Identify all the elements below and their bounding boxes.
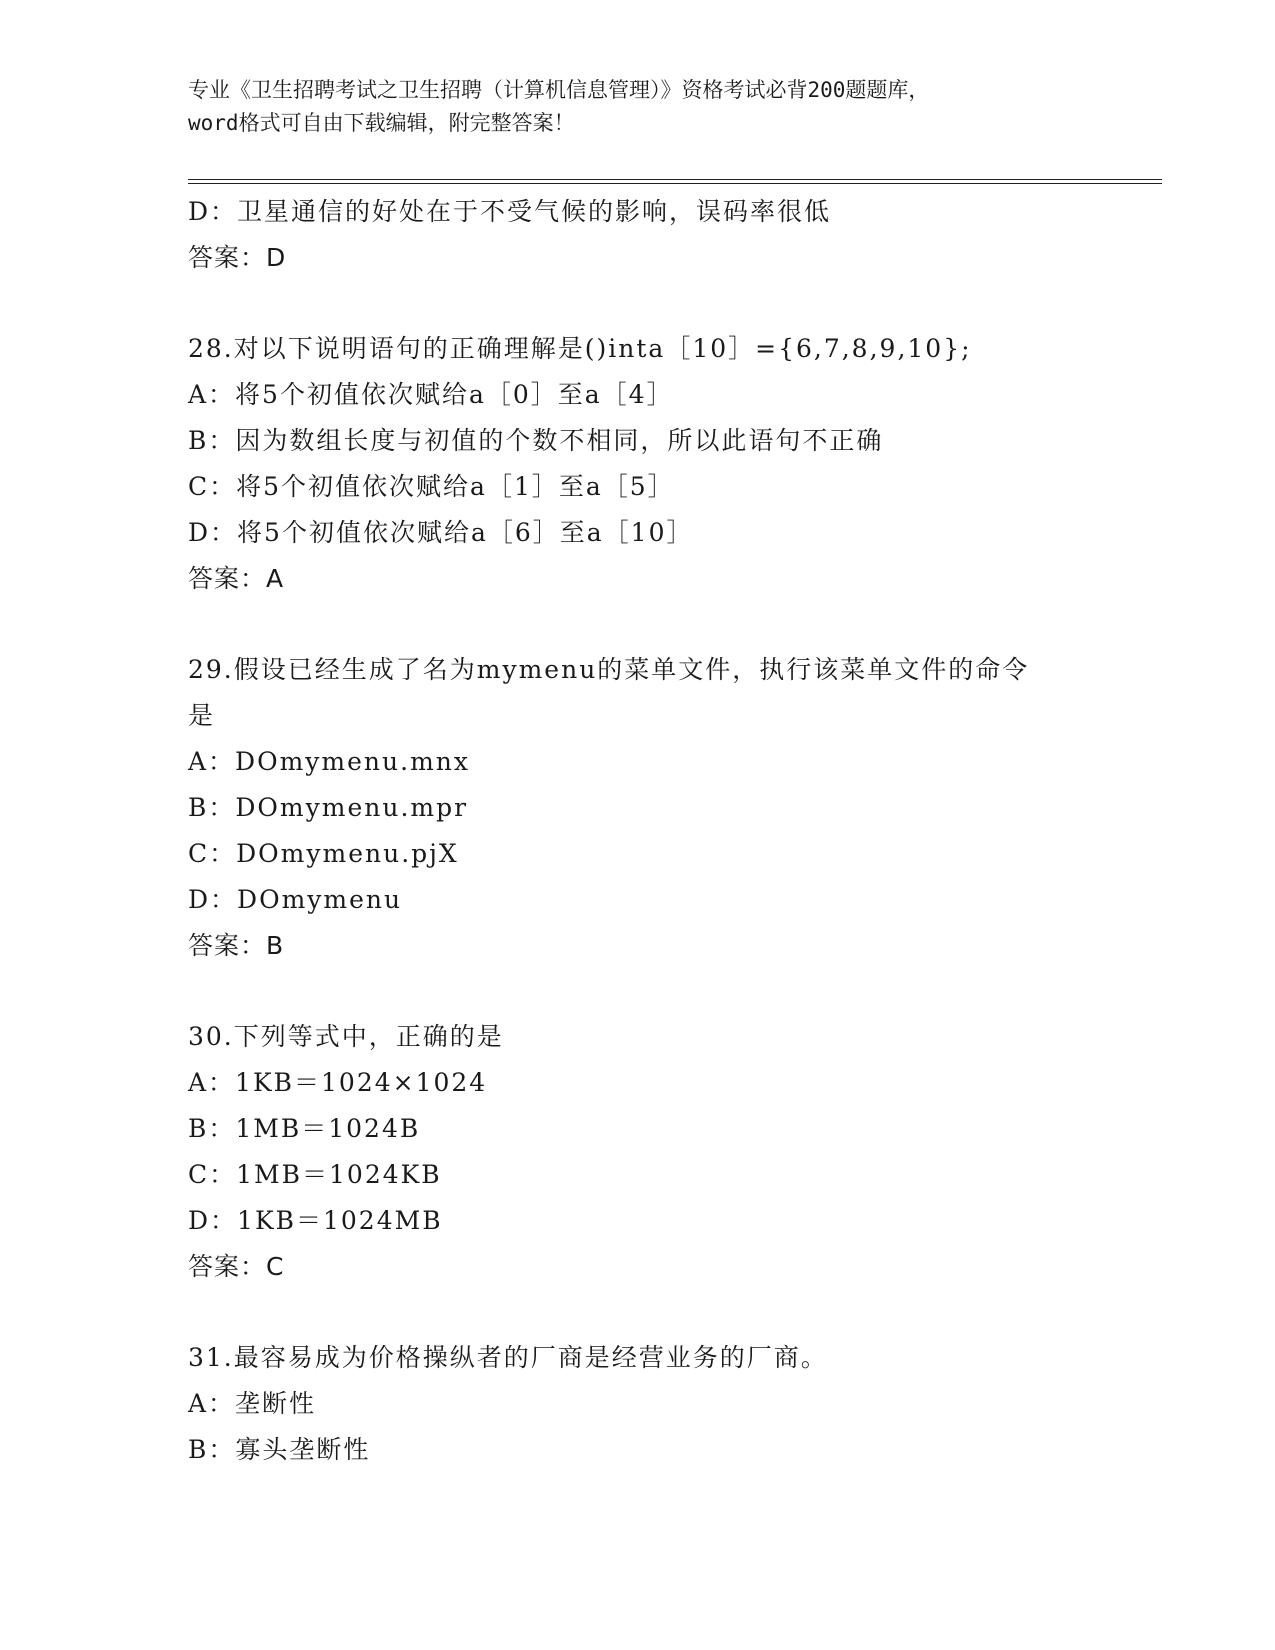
option-c: C：1MB＝1024KB: [188, 1160, 442, 1189]
answer-line: 答案：B: [188, 931, 285, 960]
question-stem: 31.最容易成为价格操纵者的厂商是经营业务的厂商。: [188, 1343, 828, 1372]
option-c: C：DOmymenu.pjX: [188, 839, 459, 868]
header-title-line-2: word格式可自由下载编辑，附完整答案！: [188, 111, 575, 135]
spacer: [188, 602, 1088, 647]
header-divider: [188, 179, 1162, 184]
question-stem: 29.假设已经生成了名为mymenu的菜单文件，执行该菜单文件的命令: [188, 655, 1030, 684]
answer-line: 答案：D: [188, 243, 287, 272]
spacer: [188, 1290, 1088, 1335]
answer-line: 答案：C: [188, 1252, 285, 1281]
option-b: B：DOmymenu.mpr: [188, 793, 469, 822]
option-a: A：将5个初值依次赋给a［0］至a［4］: [188, 380, 674, 409]
option-c: C：将5个初值依次赋给a［1］至a［5］: [188, 472, 675, 501]
option-a: A：DOmymenu.mnx: [188, 747, 470, 776]
spacer: [188, 281, 1088, 326]
option-b: B：因为数组长度与初值的个数不相同，所以此语句不正确: [188, 426, 884, 455]
spacer: [188, 969, 1088, 1014]
question-29: [188, 647, 1088, 969]
question-content: [188, 189, 1088, 1473]
question-31: [188, 1335, 1088, 1473]
question-30: [188, 1014, 1088, 1290]
option-d: D：DOmymenu: [188, 885, 403, 914]
question-stem: 28.对以下说明语句的正确理解是()inta［10］={6,7,8,9,10};: [188, 334, 972, 363]
question-stem-continuation: 是: [188, 701, 216, 730]
question-stem: 30.下列等式中，正确的是: [188, 1022, 504, 1051]
option-d: D：将5个初值依次赋给a［6］至a［10］: [188, 518, 694, 547]
option-b: B：1MB＝1024B: [188, 1114, 421, 1143]
option-d: D：1KB＝1024MB: [188, 1206, 443, 1235]
option-a: A：垄断性: [188, 1389, 317, 1418]
document-header: [188, 74, 1088, 140]
question-28: [188, 326, 1088, 602]
header-title-line-1: 专业《卫生招聘考试之卫生招聘（计算机信息管理）》资格考试必背200题题库，: [188, 78, 930, 102]
option-a: A：1KB＝1024×1024: [188, 1068, 488, 1097]
answer-line: 答案：A: [188, 564, 285, 593]
option-b: B：寡头垄断性: [188, 1435, 371, 1464]
option-d: D：卫星通信的好处在于不受气候的影响，误码率很低: [188, 197, 832, 226]
